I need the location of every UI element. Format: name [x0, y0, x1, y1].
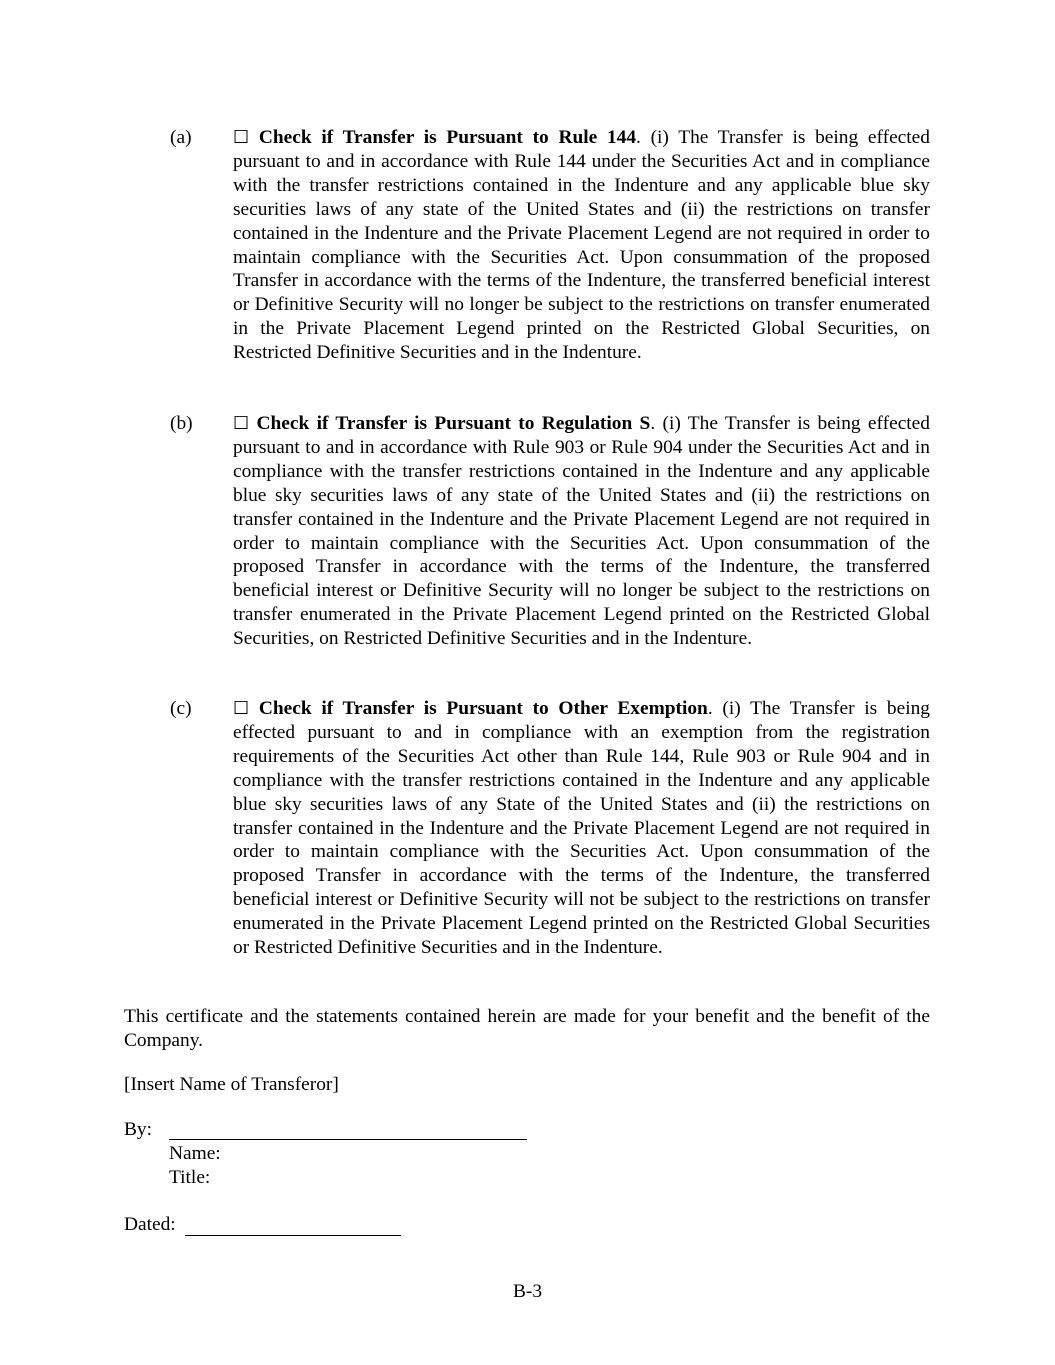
transferor-name-placeholder: [Insert Name of Transferor]	[124, 1074, 339, 1095]
title-label: Title:	[169, 1167, 211, 1188]
item-text: . (i) The Transfer is being effected pursuant to and in compliance with an exemption from the registration requirements of the Securities Act other than Rule 144, Rule 903 or Rule 904 and in compliance with the transfer restrictions contained in the Indenture and any applicable blue sky securities laws of any State of the United States and (ii) the restrictions on transfer contained in the Indenture and the Private Placement Legend are not required in order to maintain compliance with the Securities Act. Upon consummation of the proposed Transfer in accordance with the terms of the Indenture, the transferred beneficial interest or Definitive Security will not be subject to the restrictions on transfer enumerated in the Private Placement Legend printed on the Restricted Global Securities or Restricted Definitive Securities and in the Indenture.	[233, 698, 930, 959]
item-label: (a)	[170, 127, 192, 148]
page-number: B-3	[512, 1281, 543, 1302]
checkbox-icon[interactable]: ☐	[233, 413, 250, 434]
by-label: By:	[124, 1119, 153, 1140]
name-label: Name:	[169, 1143, 221, 1164]
date-line[interactable]	[185, 1235, 401, 1236]
signature-line[interactable]	[169, 1139, 527, 1140]
item-heading: Check if Transfer is Pursuant to Other Exemption	[258, 698, 708, 719]
checkbox-icon[interactable]: ☐	[233, 127, 250, 148]
item-label: (b)	[170, 413, 193, 434]
item-body	[233, 697, 930, 960]
checkbox-icon[interactable]: ☐	[233, 698, 250, 719]
item-body	[233, 412, 930, 651]
item-text: . (i) The Transfer is being effected pursuant to and in accordance with Rule 903 or Rule 904 under the Securities Act and in compliance with the transfer restrictions contained in the Indenture and any applicable blue sky securities laws of any state of the United States and (ii) the restrictions on transfer contained in the Indenture and the Private Placement Legend are not required in order to maintain compliance with the Securities Act. Upon consummation of the proposed Transfer in accordance with the terms of the Indenture, the transferred beneficial interest or Definitive Security will no longer be subject to the restrictions on transfer enumerated in the Private Placement Legend printed on the Restricted Global Securities, on Restricted Definitive Securities and in the Indenture.	[233, 413, 930, 650]
item-body	[233, 126, 930, 365]
item-text: . (i) The Transfer is being effected pursuant to and in accordance with Rule 144 under the Securities Act and in compliance with the transfer restrictions contained in the Indenture and any applicable blue sky securities laws of any state of the United States and (ii) the restrictions on transfer contained in the Indenture and the Private Placement Legend are not required in order to maintain compliance with the Securities Act. Upon consummation of the proposed Transfer in accordance with the terms of the Indenture, the transferred beneficial interest or Definitive Security will no longer be subject to the restrictions on transfer enumerated in the Private Placement Legend printed on the Restricted Global Securities, on Restricted Definitive Securities and in the Indenture.	[233, 127, 930, 364]
item-label: (c)	[170, 698, 192, 719]
item-heading: Check if Transfer is Pursuant to Regulation S	[256, 413, 651, 434]
dated-label: Dated:	[124, 1214, 176, 1235]
item-heading: Check if Transfer is Pursuant to Rule 144	[258, 127, 637, 148]
closing-statement: This certificate and the statements contained herein are made for your benefit and the benefit of the Company.	[124, 1006, 930, 1051]
